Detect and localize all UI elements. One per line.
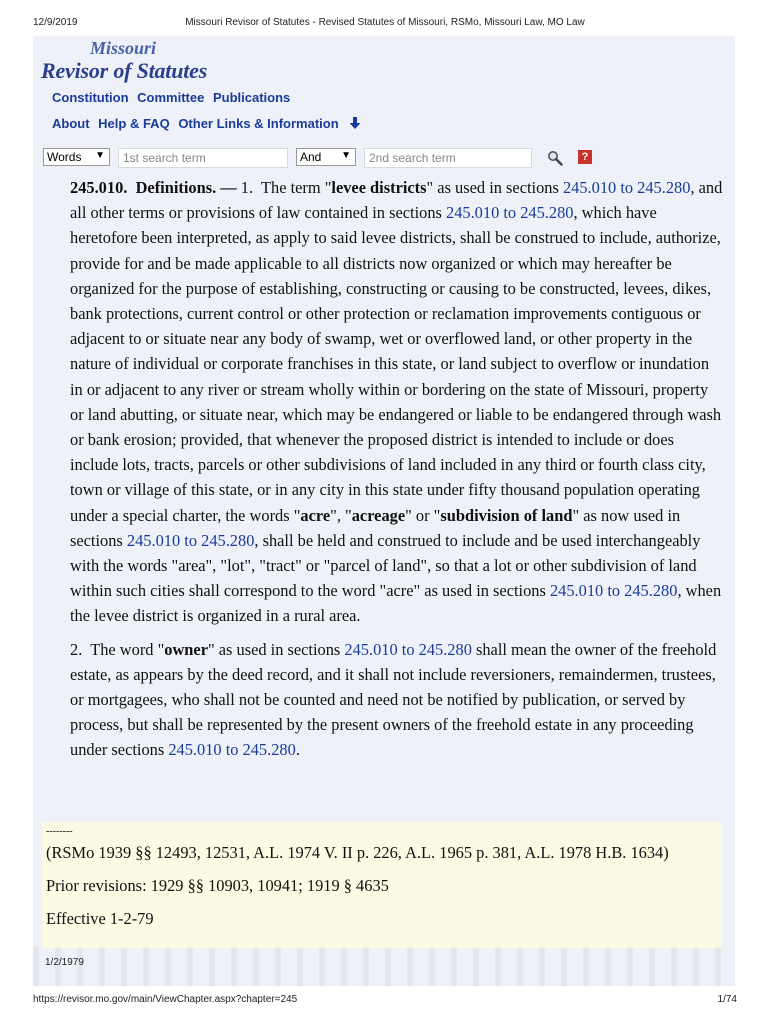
search-term-2-input[interactable]: 2nd search term bbox=[364, 148, 532, 168]
version-date: 1/2/1979 bbox=[45, 957, 84, 968]
caret-down-icon: ▼ bbox=[95, 150, 105, 161]
nav-committee-link[interactable]: Committee bbox=[137, 90, 205, 105]
text-run: , shall be held and construed to include and be used interchangeably with the words "area", "lot", "tract" or "parcel of land", so that a lot or other subdivision of land within such cities shall correspond to the word "acre" as used in sections bbox=[70, 530, 701, 601]
history-source: (RSMo 1939 §§ 12493, 12531, A.L. 1974 V. II p. 226, A.L. 1965 p. 381, A.L. 1978 H.B. 1634) bbox=[46, 843, 669, 862]
defined-term: acre bbox=[300, 505, 331, 525]
nav-other-links-link[interactable]: Other Links & Information bbox=[178, 116, 339, 131]
statute-text bbox=[45, 175, 725, 771]
defined-term: owner bbox=[164, 639, 208, 659]
section-range-link[interactable]: 245.010 to 245.280 bbox=[126, 530, 255, 550]
section-range-link[interactable]: 245.010 to 245.280 bbox=[446, 203, 574, 223]
down-arrow-icon[interactable] bbox=[348, 116, 362, 130]
print-url: https://revisor.mo.gov/main/ViewChapter.aspx?chapter=245 bbox=[33, 994, 298, 1005]
search-scope-value: Words bbox=[47, 150, 82, 164]
subsection-1 bbox=[45, 175, 725, 629]
text-run: , and all other terms or provisions of law contained in sections bbox=[70, 178, 723, 223]
history-box bbox=[42, 822, 722, 948]
help-icon[interactable]: ? bbox=[578, 150, 592, 164]
history-separator: -------- bbox=[46, 826, 73, 837]
logo-missouri[interactable]: Missouri bbox=[90, 38, 157, 58]
background-pattern bbox=[33, 946, 735, 986]
defined-term: subdivision of land bbox=[440, 505, 573, 525]
section-heading: Definitions. — bbox=[135, 178, 237, 197]
search-operator-select[interactable] bbox=[296, 148, 356, 166]
search-operator-value: And bbox=[300, 150, 322, 164]
text-run: . bbox=[295, 740, 300, 760]
search-bar bbox=[33, 146, 735, 172]
text-run: , when the levee district is organized in a rural area. bbox=[70, 581, 722, 626]
text-run: " as used in sections bbox=[207, 639, 345, 659]
search-scope-select[interactable] bbox=[43, 148, 110, 166]
section-range-link[interactable]: 245.010 to 245.280 bbox=[344, 639, 472, 659]
text-run: ", " bbox=[330, 505, 352, 525]
print-header bbox=[0, 0, 770, 36]
nav-about-link[interactable]: About bbox=[52, 116, 90, 131]
section-number: 245.010. bbox=[70, 178, 128, 197]
history-effective-date: Effective 1-2-79 bbox=[46, 909, 154, 928]
text-run: The term " bbox=[260, 178, 332, 197]
text-run: The word " bbox=[90, 639, 165, 659]
nav-help-faq-link[interactable]: Help & FAQ bbox=[98, 116, 170, 131]
subsection-2 bbox=[45, 637, 725, 763]
text-run: shall mean the owner of the freehold estate, as appears by the deed record, and it shall not include reversioners, remaindermen, trustees, or mortgagees, who shall not be counted and need not be notified by publication, or served by process, but shall be represented by the present owners of the freehold estate in any proceeding under sections bbox=[70, 639, 717, 760]
defined-term: levee districts bbox=[331, 178, 427, 197]
print-page-number: 1/74 bbox=[717, 994, 737, 1005]
print-footer bbox=[0, 994, 770, 1014]
section-range-link[interactable]: 245.010 to 245.280 bbox=[168, 740, 296, 760]
section-range-link[interactable]: 245.010 to 245.280 bbox=[549, 581, 678, 601]
text-run: " or " bbox=[405, 505, 441, 525]
defined-term: acreage bbox=[351, 505, 406, 525]
history-prior-revisions: Prior revisions: 1929 §§ 10903, 10941; 1919 § 4635 bbox=[46, 876, 389, 895]
nav-constitution-link[interactable]: Constitution bbox=[52, 90, 129, 105]
print-date: 12/9/2019 bbox=[33, 17, 78, 28]
print-page-title: Missouri Revisor of Statutes - Revised Statutes of Missouri, RSMo, Missouri Law, MO Law bbox=[185, 17, 585, 28]
logo-revisor-of-statutes[interactable]: Revisor of Statutes bbox=[41, 58, 208, 83]
text-run: " as now used in sections bbox=[70, 505, 681, 550]
revisor-site bbox=[33, 36, 735, 986]
search-term-1-input[interactable]: 1st search term bbox=[118, 148, 288, 168]
text-run: " as used in sections bbox=[426, 178, 563, 197]
nav-publications-link[interactable]: Publications bbox=[212, 90, 291, 105]
caret-down-icon: ▼ bbox=[341, 150, 351, 161]
section-range-link[interactable]: 245.010 to 245.280 bbox=[562, 178, 691, 197]
nav-primary bbox=[52, 90, 295, 105]
magnifier-icon[interactable] bbox=[547, 150, 563, 166]
nav-secondary bbox=[52, 116, 362, 131]
subsection-number: 1. bbox=[240, 178, 254, 197]
text-run: , which have heretofore been interpreted, as apply to said levee districts, shall be construed to include, authorize, provide for and be made applicable to all districts now organized or which may hereafter be organized for the purpose of establishing, constructing or causing to be constructed, levees, dikes, bank protections, current control or other protection or reclamation improvements contiguous or adjacent to or situate near any body of swamp, wet or overflowed land, or other property in the nature of individual or corporate franchises in this state, or land subject to overflow or inundation in or adjacent to any river or stream wholly within or bordering on the state of Missouri, property or land abutting, or situate near, which may be endangered or liable to be endangered through wash or bank erosion; provided, that whenever the proposed district is intended to include or does include lots, tracts, parcels or other subdivisions of land included in any third or fourth class city, town or village of this state, or in any city in this state under fifty thousand population operating under a special charter, the words " bbox=[70, 203, 722, 525]
subsection-number: 2. bbox=[70, 639, 83, 659]
